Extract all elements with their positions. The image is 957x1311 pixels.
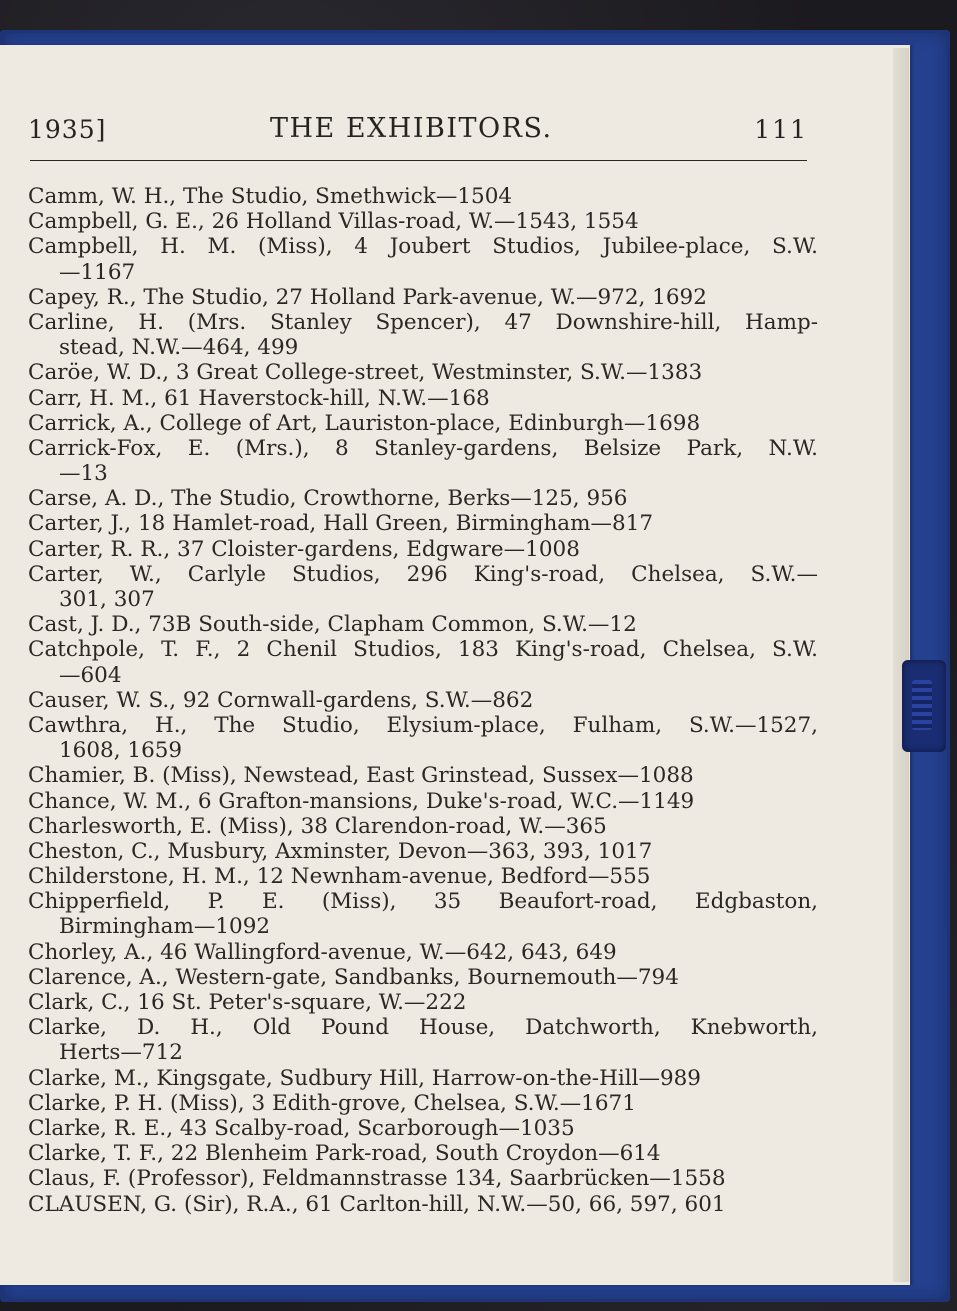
exhibitor-entry xyxy=(28,234,818,284)
entry-line: Charlesworth, E. (Miss), 38 Clarendon-road, W.—365 xyxy=(28,813,607,839)
entry-continuation-line: —13 xyxy=(59,461,108,487)
entry-line: Clark, C., 16 St. Peter's-square, W.—222 xyxy=(28,990,467,1015)
header-rule xyxy=(30,160,807,161)
entry-line: Chamier, B. (Miss), Newstead, East Grinstead, Sussex—1088 xyxy=(28,763,694,789)
exhibitor-entry xyxy=(28,965,818,990)
entry-continuation-line: Birmingham—1092 xyxy=(59,914,271,940)
ribbon-bookmark xyxy=(902,660,946,752)
exhibitor-entry xyxy=(28,763,818,788)
exhibitor-entry xyxy=(28,612,818,637)
entry-line: Clarke, D. H., Old Pound House, Datchworth, Knebworth, xyxy=(28,1015,818,1041)
exhibitor-entry xyxy=(28,209,818,234)
entry-line: Carline, H. (Mrs. Stanley Spencer), 47 Downshire-hill, Hamp- xyxy=(28,309,818,335)
exhibitor-entry xyxy=(28,411,818,436)
entry-continuation-line: —1167 xyxy=(59,259,136,285)
entry-continuation-line: 301, 307 xyxy=(59,587,155,612)
entry-line: Carter, J., 18 Hamlet-road, Hall Green, Birmingham—817 xyxy=(28,511,654,537)
exhibitor-entry xyxy=(28,1192,818,1217)
exhibitor-entry xyxy=(28,637,818,687)
exhibitor-entry xyxy=(28,814,818,839)
exhibitor-entry xyxy=(28,184,818,209)
exhibitor-entry xyxy=(28,688,818,713)
exhibitor-entry xyxy=(28,436,818,486)
entry-line: Causer, W. S., 92 Cornwall-gardens, S.W.—862 xyxy=(28,687,534,713)
exhibitor-entry xyxy=(28,537,818,562)
exhibitor-entry xyxy=(28,1066,818,1091)
exhibitor-entry xyxy=(28,713,818,763)
entry-line: Campbell, H. M. (Miss), 4 Joubert Studios, Jubilee-place, S.W. xyxy=(28,234,818,260)
header-year: 1935] xyxy=(28,115,107,144)
exhibitor-entry xyxy=(28,789,818,814)
entry-line: Catchpole, T. F., 2 Chenil Studios, 183 King's-road, Chelsea, S.W. xyxy=(28,637,818,663)
exhibitor-entry xyxy=(28,1091,818,1116)
exhibitor-entry xyxy=(28,889,818,939)
exhibitor-entry xyxy=(28,1116,818,1141)
exhibitor-entry xyxy=(28,990,818,1015)
entry-line: Carr, H. M., 61 Haverstock-hill, N.W.—168 xyxy=(28,385,490,411)
exhibitor-list xyxy=(28,184,818,1217)
entry-line: Clarke, T. F., 22 Blenheim Park-road, South Croydon—614 xyxy=(28,1141,661,1167)
exhibitor-entry xyxy=(28,310,818,360)
entry-line: Campbell, G. E., 26 Holland Villas-road, W.—1543, 1554 xyxy=(28,209,639,235)
exhibitor-entry xyxy=(28,940,818,965)
entry-line: Capey, R., The Studio, 27 Holland Park-avenue, W.—972, 1692 xyxy=(28,284,707,310)
exhibitor-entry xyxy=(28,486,818,511)
entry-line: Camm, W. H., The Studio, Smethwick—1504 xyxy=(28,184,513,209)
entry-line: Carrick, A., College of Art, Lauriston-place, Edinburgh—1698 xyxy=(28,410,701,436)
exhibitor-entry xyxy=(28,1015,818,1065)
entry-line: Clarke, P. H. (Miss), 3 Edith-grove, Chelsea, S.W.—1671 xyxy=(28,1090,636,1116)
page-number: 111 xyxy=(754,115,808,144)
entry-line: Carter, W., Carlyle Studios, 296 King's-road, Chelsea, S.W.— xyxy=(28,561,818,587)
exhibitor-entry xyxy=(28,285,818,310)
page-title: THE EXHIBITORS. xyxy=(270,113,553,144)
entry-line: Chorley, A., 46 Wallingford-avenue, W.—642, 643, 649 xyxy=(28,939,617,965)
entry-line: Carse, A. D., The Studio, Crowthorne, Berks—125, 956 xyxy=(28,486,628,512)
entry-line: Clarke, M., Kingsgate, Sudbury Hill, Harrow-on-the-Hill—989 xyxy=(28,1065,701,1091)
entry-line: Clarke, R. E., 43 Scalby-road, Scarborough—1035 xyxy=(28,1115,575,1141)
exhibitor-entry xyxy=(28,511,818,536)
entry-line: Chipperfield, P. E. (Miss), 35 Beaufort-road, Edgbaston, xyxy=(28,889,818,915)
entry-continuation-line: 1608, 1659 xyxy=(59,738,183,764)
entry-line: Claus, F. (Professor), Feldmannstrasse 134, Saarbrücken—1558 xyxy=(28,1166,726,1192)
entry-line: Cheston, C., Musbury, Axminster, Devon—363, 393, 1017 xyxy=(28,838,653,864)
entry-continuation-line: Herts—712 xyxy=(59,1040,183,1066)
exhibitor-entry xyxy=(28,839,818,864)
exhibitor-entry xyxy=(28,1141,818,1166)
exhibitor-entry xyxy=(28,1166,818,1191)
entry-line: Chance, W. M., 6 Grafton-mansions, Duke's-road, W.C.—1149 xyxy=(28,788,695,814)
exhibitor-entry xyxy=(28,386,818,411)
running-header xyxy=(28,113,810,153)
entry-line: Childerstone, H. M., 12 Newnham-avenue, Bedford—555 xyxy=(28,864,651,890)
entry-line: Caröe, W. D., 3 Great College-street, Westminster, S.W.—1383 xyxy=(28,360,703,386)
entry-line: Carrick-Fox, E. (Mrs.), 8 Stanley-gardens, Belsize Park, N.W. xyxy=(28,435,818,461)
exhibitor-entry xyxy=(28,864,818,889)
entry-line: Cawthra, H., The Studio, Elysium-place, Fulham, S.W.—1527, xyxy=(28,712,818,738)
exhibitor-entry xyxy=(28,360,818,385)
entry-continuation-line: —604 xyxy=(59,662,122,688)
entry-continuation-line: stead, N.W.—464, 499 xyxy=(59,335,299,361)
entry-line: CLAUSEN, G. (Sir), R.A., 61 Carlton-hill, N.W.—50, 66, 597, 601 xyxy=(28,1191,726,1217)
entry-line: Carter, R. R., 37 Cloister-gardens, Edgware—1008 xyxy=(28,536,580,562)
entry-line: Cast, J. D., 73B South-side, Clapham Common, S.W.—12 xyxy=(28,612,637,638)
entry-line: Clarence, A., Western-gate, Sandbanks, Bournemouth—794 xyxy=(28,964,679,990)
exhibitor-entry xyxy=(28,562,818,612)
